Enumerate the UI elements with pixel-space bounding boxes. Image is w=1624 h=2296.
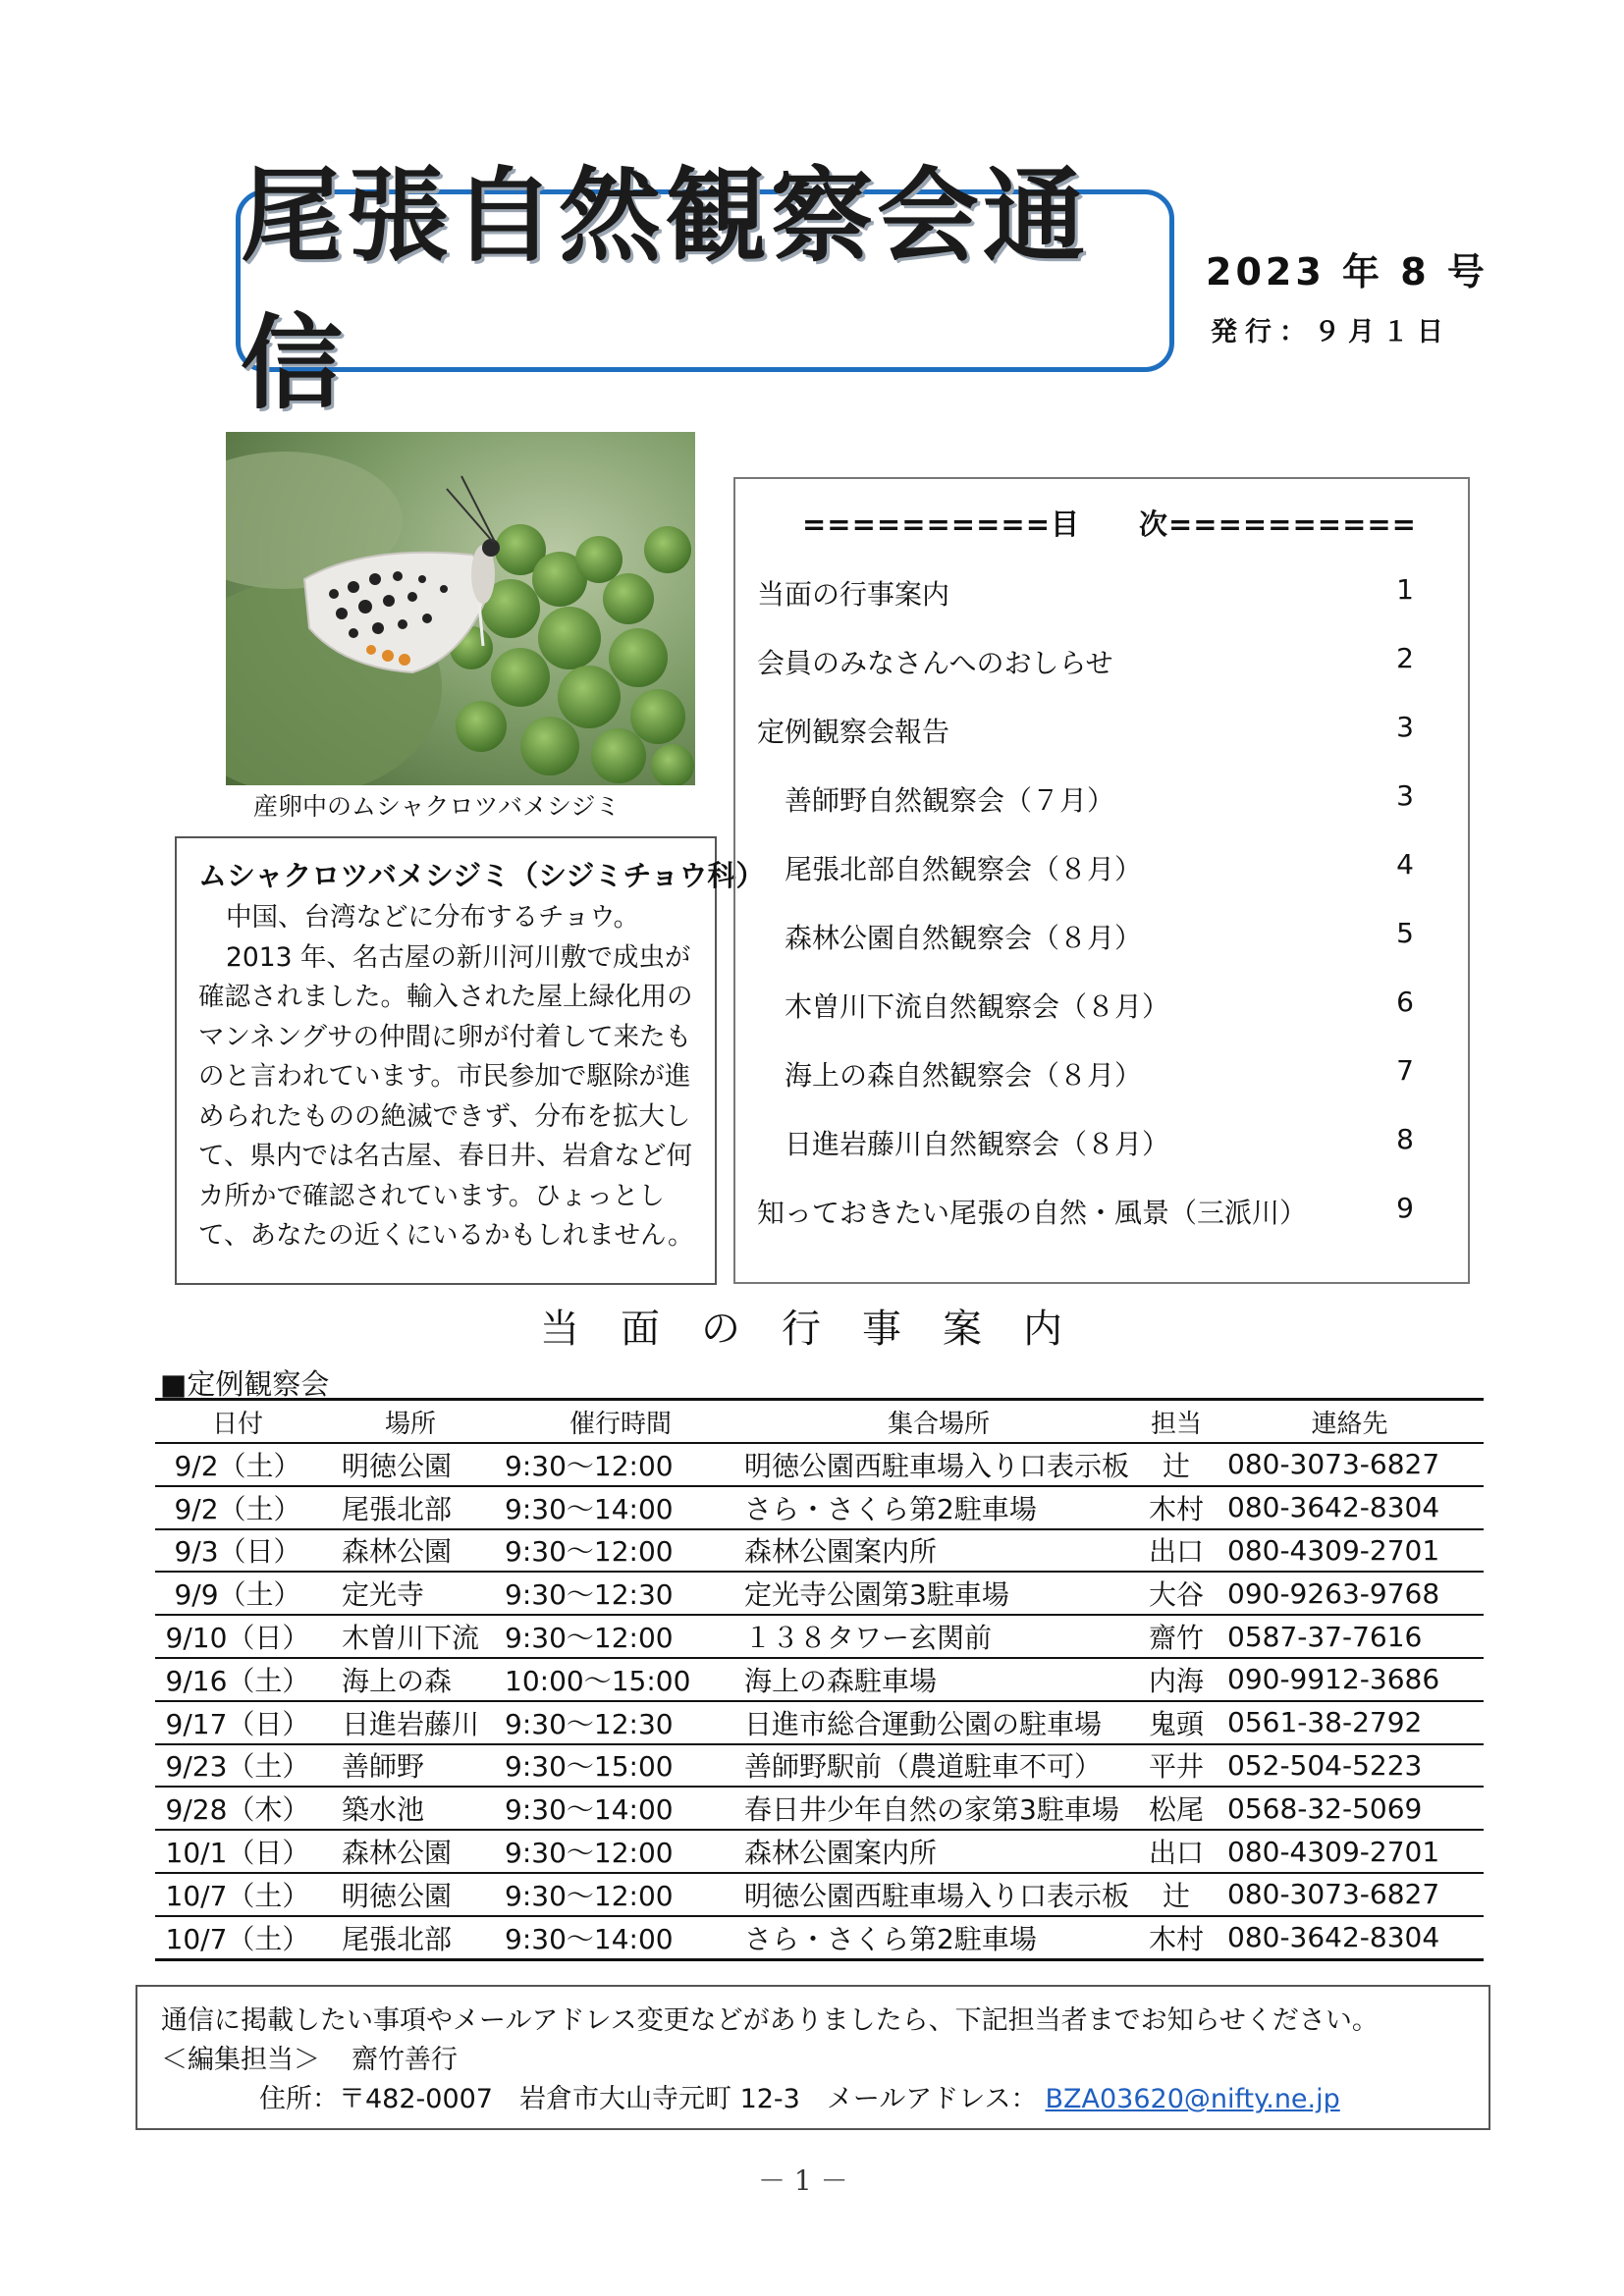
toc-item[interactable]	[757, 1192, 1425, 1231]
toc-item-page: 5	[1396, 917, 1414, 949]
toc-item-label: 定例観察会報告	[757, 716, 950, 748]
column-header-place: 場所	[320, 1400, 501, 1444]
cell-place: 明徳公園	[320, 1443, 501, 1486]
cell-date: 9/10（日）	[155, 1615, 320, 1658]
table-of-contents	[733, 477, 1470, 1284]
cell-staff: 木村	[1137, 1916, 1216, 1959]
cell-contact: 0561-38-2792	[1216, 1701, 1484, 1744]
toc-item-label: 会員のみなさんへのおしらせ	[757, 647, 1113, 679]
title-box	[236, 156, 1174, 423]
table-row	[155, 1787, 1484, 1830]
cell-time: 9:30～12:00	[501, 1873, 740, 1916]
cell-date: 9/9（土）	[155, 1572, 320, 1615]
cell-contact: 090-9912-3686	[1216, 1658, 1484, 1701]
schedule-table	[155, 1398, 1484, 1961]
cell-staff: 辻	[1137, 1443, 1216, 1486]
column-header-meeting-point: 集合場所	[740, 1400, 1137, 1444]
toc-item[interactable]	[757, 642, 1425, 681]
cell-time: 9:30～12:00	[501, 1830, 740, 1873]
toc-item-page: 1	[1396, 573, 1414, 606]
cell-meeting-point: 善師野駅前（農道駐車不可）	[740, 1744, 1137, 1788]
cell-contact: 080-4309-2701	[1216, 1830, 1484, 1873]
cell-staff: 木村	[1137, 1486, 1216, 1529]
table-row	[155, 1873, 1484, 1916]
cell-date: 9/2（土）	[155, 1443, 320, 1486]
section-title: 当面の行事案内	[540, 1307, 1104, 1352]
cell-staff: 齋竹	[1137, 1615, 1216, 1658]
cell-place: 尾張北部	[320, 1916, 501, 1959]
cell-contact: 080-3073-6827	[1216, 1873, 1484, 1916]
cell-staff: 松尾	[1137, 1787, 1216, 1830]
toc-item[interactable]	[757, 1123, 1425, 1162]
cell-time: 9:30～14:00	[501, 1787, 740, 1830]
page-number: － 1 －	[758, 2164, 848, 2197]
cell-contact: 090-9263-9768	[1216, 1572, 1484, 1615]
cell-date: 9/2（土）	[155, 1486, 320, 1529]
species-paragraph: 中国、台湾などに分布するチョウ。	[226, 902, 640, 933]
cell-time: 9:30～12:30	[501, 1572, 740, 1615]
table-row	[155, 1486, 1484, 1529]
footer-address	[259, 2077, 1340, 2115]
email-link[interactable]: BZA03620@nifty.ne.jp	[1045, 2084, 1340, 2114]
cell-date: 9/16（土）	[155, 1658, 320, 1701]
cell-place: 森林公園	[320, 1830, 501, 1873]
cell-contact: 080-3642-8304	[1216, 1486, 1484, 1529]
section-subheading: ■定例観察会	[160, 1367, 330, 1401]
toc-item[interactable]	[757, 986, 1425, 1025]
table-row	[155, 1572, 1484, 1615]
toc-item[interactable]	[757, 917, 1425, 956]
table-row	[155, 1658, 1484, 1701]
cell-contact: 0587-37-7616	[1216, 1615, 1484, 1658]
cell-meeting-point: さら・さくら第2駐車場	[740, 1486, 1137, 1529]
cell-date: 10/1（日）	[155, 1830, 320, 1873]
cell-staff: 出口	[1137, 1529, 1216, 1573]
toc-item-label: 日進岩藤川自然観察会（８月）	[785, 1128, 1170, 1160]
toc-item-page: 6	[1396, 986, 1414, 1018]
column-header-contact: 連絡先	[1216, 1400, 1484, 1444]
toc-item-label: 森林公園自然観察会（８月）	[785, 922, 1143, 954]
species-description	[198, 898, 695, 1256]
column-header-date: 日付	[155, 1400, 320, 1444]
toc-item-page: 4	[1396, 848, 1414, 881]
cell-staff: 鬼頭	[1137, 1701, 1216, 1744]
toc-item-page: 8	[1396, 1123, 1414, 1155]
cell-place: 善師野	[320, 1744, 501, 1788]
toc-item[interactable]	[757, 573, 1425, 613]
footer-editor	[161, 2038, 458, 2076]
toc-item[interactable]	[757, 711, 1425, 750]
photo-caption: 産卵中のムシャクロツバメシジミ	[253, 792, 621, 821]
cell-meeting-point: 森林公園案内所	[740, 1830, 1137, 1873]
cell-date: 9/28（木）	[155, 1787, 320, 1830]
footer-notice: 通信に掲載したい事項やメールアドレス変更などがありましたら、下記担当者までお知らせください。	[161, 2005, 1379, 2036]
publish-date: 発行：９月１日	[1211, 317, 1451, 347]
cell-meeting-point: 森林公園案内所	[740, 1529, 1137, 1573]
issue-number: 2023 年 8 号	[1206, 250, 1489, 294]
toc-item-page: 3	[1396, 779, 1414, 812]
toc-item-page: 3	[1396, 711, 1414, 743]
toc-item-page: 9	[1396, 1192, 1414, 1224]
cell-time: 9:30～12:00	[501, 1443, 740, 1486]
cell-place: 尾張北部	[320, 1486, 501, 1529]
cell-meeting-point: 明徳公園西駐車場入り口表示板	[740, 1443, 1137, 1486]
column-header-time: 催行時間	[501, 1400, 740, 1444]
toc-header: ==========目 次==========	[802, 507, 1417, 541]
toc-item[interactable]	[757, 848, 1425, 887]
toc-item[interactable]	[757, 779, 1425, 819]
cell-date: 10/7（土）	[155, 1916, 320, 1959]
cell-time: 9:30～14:00	[501, 1916, 740, 1959]
column-header-staff: 担当	[1137, 1400, 1216, 1444]
cell-place: 築水池	[320, 1787, 501, 1830]
cell-contact: 080-3642-8304	[1216, 1916, 1484, 1959]
address-text: 住所：〒482-0007 岩倉市大山寺元町 12-3 メールアドレス：	[259, 2084, 1038, 2114]
toc-item-label: 木曽川下流自然観察会（８月）	[785, 990, 1170, 1023]
toc-item-label: 当面の行事案内	[757, 578, 950, 611]
cell-time: 9:30～14:00	[501, 1486, 740, 1529]
cell-staff: 出口	[1137, 1830, 1216, 1873]
cell-staff: 大谷	[1137, 1572, 1216, 1615]
cell-time: 9:30～12:30	[501, 1701, 740, 1744]
toc-item[interactable]	[757, 1054, 1425, 1094]
table-row	[155, 1443, 1484, 1486]
species-paragraph: 2013 年、名古屋の新川河川敷で成虫が確認されました。輸入された屋上緑化用のマンネングサの仲間に卵が付着して来たものと言われています。市民参加で駆除が進められたものの絶滅できず、分布を拡大して、県内では名古屋、春日井、岩倉など何カ所かで確認されています。ひょっとして、あなたの近くにいるかもしれません。	[198, 941, 694, 1251]
newsletter-title: 尾張自然観察会通信	[241, 156, 1090, 423]
toc-item-label: 知っておきたい尾張の自然・風景（三派川）	[757, 1197, 1308, 1229]
table-row	[155, 1701, 1484, 1744]
table-row	[155, 1744, 1484, 1788]
cell-meeting-point: 春日井少年自然の家第3駐車場	[740, 1787, 1137, 1830]
table-row	[155, 1830, 1484, 1873]
cell-meeting-point: 日進市総合運動公園の駐車場	[740, 1701, 1137, 1744]
cell-place: 日進岩藤川	[320, 1701, 501, 1744]
cell-contact: 052-504-5223	[1216, 1744, 1484, 1788]
cell-meeting-point: さら・さくら第2駐車場	[740, 1916, 1137, 1959]
cell-date: 10/7（土）	[155, 1873, 320, 1916]
cell-place: 木曽川下流	[320, 1615, 501, 1658]
cell-date: 9/23（土）	[155, 1744, 320, 1788]
cell-contact: 080-4309-2701	[1216, 1529, 1484, 1573]
cell-staff: 内海	[1137, 1658, 1216, 1701]
editor-label: ＜編集担当＞	[161, 2045, 320, 2075]
cell-meeting-point: 定光寺公園第3駐車場	[740, 1572, 1137, 1615]
table-row	[155, 1916, 1484, 1959]
cell-meeting-point: 海上の森駐車場	[740, 1658, 1137, 1701]
cell-meeting-point: １３８タワー玄関前	[740, 1615, 1137, 1658]
toc-item-label: 善師野自然観察会（７月）	[785, 784, 1115, 817]
cell-staff: 辻	[1137, 1873, 1216, 1916]
cell-contact: 080-3073-6827	[1216, 1443, 1484, 1486]
cell-staff: 平井	[1137, 1744, 1216, 1788]
toc-item-page: 2	[1396, 642, 1414, 674]
butterfly-photo	[226, 432, 695, 785]
cell-contact: 0568-32-5069	[1216, 1787, 1484, 1830]
toc-item-page: 7	[1396, 1054, 1414, 1087]
cell-date: 9/17（日）	[155, 1701, 320, 1744]
cell-place: 森林公園	[320, 1529, 501, 1573]
table-header-row	[155, 1400, 1484, 1444]
species-box	[175, 836, 765, 1285]
cell-meeting-point: 明徳公園西駐車場入り口表示板	[740, 1873, 1137, 1916]
cell-time: 9:30～12:00	[501, 1615, 740, 1658]
table-row	[155, 1615, 1484, 1658]
cell-time: 10:00～15:00	[501, 1658, 740, 1701]
cell-time: 9:30～12:00	[501, 1529, 740, 1573]
cell-place: 定光寺	[320, 1572, 501, 1615]
table-row	[155, 1529, 1484, 1573]
contact-box	[135, 1985, 1490, 2130]
toc-item-label: 海上の森自然観察会（８月）	[785, 1059, 1143, 1092]
species-title: ムシャクロツバメシジミ（シジミチョウ科）	[198, 859, 765, 892]
cell-place: 明徳公園	[320, 1873, 501, 1916]
cell-time: 9:30～15:00	[501, 1744, 740, 1788]
toc-item-label: 尾張北部自然観察会（８月）	[785, 853, 1143, 885]
editor-name: 齋竹善行	[352, 2045, 458, 2075]
cell-date: 9/3（日）	[155, 1529, 320, 1573]
cell-place: 海上の森	[320, 1658, 501, 1701]
